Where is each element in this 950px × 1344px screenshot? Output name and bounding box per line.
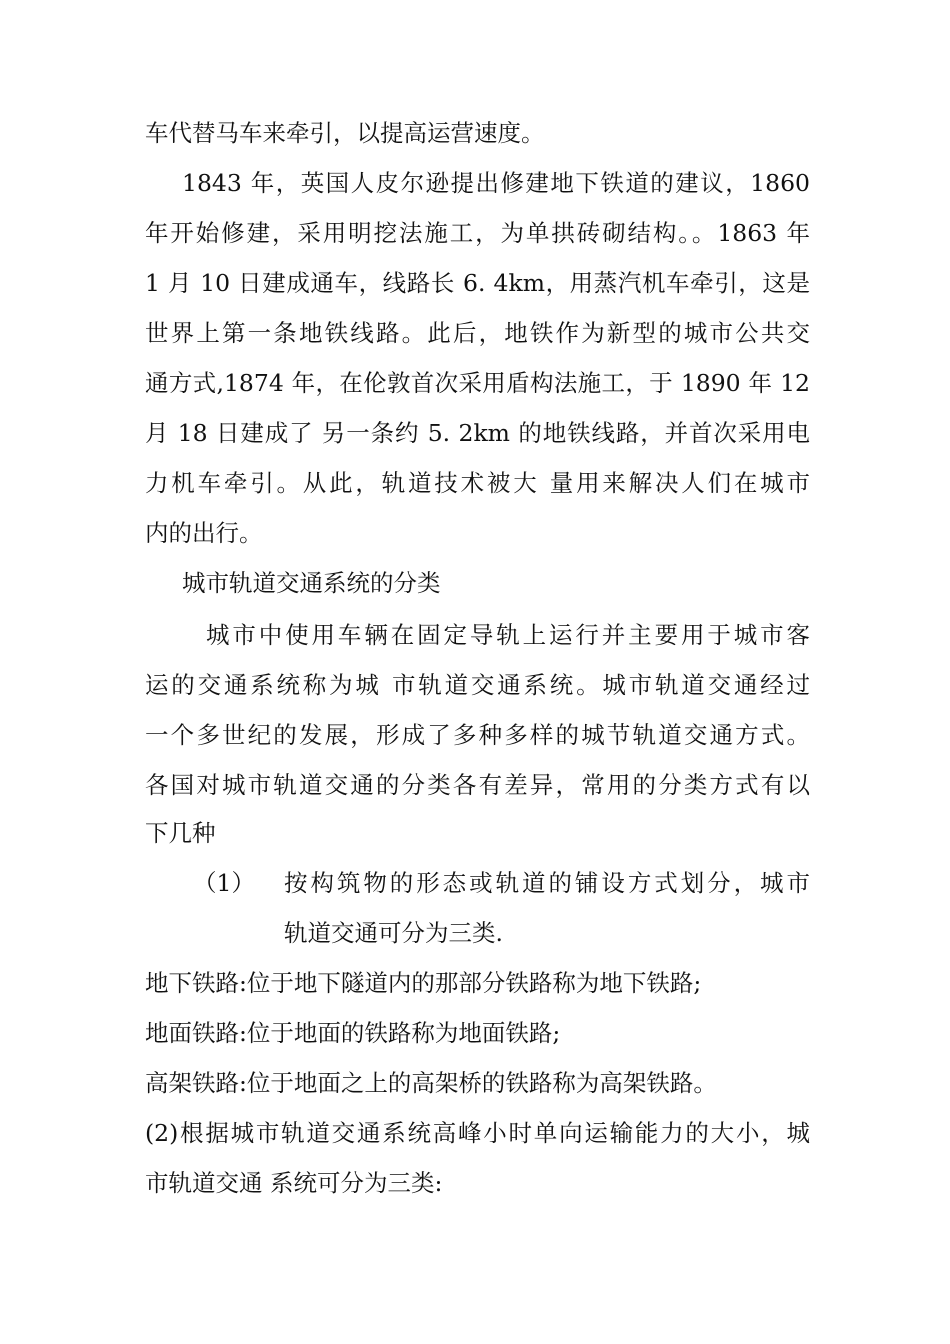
definition-elevated-railway: 高架铁路:位于地面之上的高架桥的铁路称为高架铁路。 [145,1069,717,1097]
paragraph-2-line-2: 年开始修建，采用明挖法施工，为单拱砖砌结构。。1863 年 [145,219,810,247]
paragraph-2-line-5: 通方式,1874 年，在伦敦首次采用盾构法施工，于 1890 年 12 [145,369,810,397]
paragraph-4-line-1: (2)根据城市轨道交通系统高峰小时单向运输能力的大小，城 [145,1119,810,1147]
list-item-1-line-1: 按构筑物的形态或轨道的铺设方式划分，城市 [284,869,810,897]
paragraph-2-line-3: 1 月 10 日建成通车，线路长 6. 4km，用蒸汽机车牵引，这是 [145,269,810,297]
paragraph-2-line-4: 世界上第一条地铁线路。此后，地铁作为新型的城市公共交 [145,319,810,347]
paragraph-1-line-1: 车代替马车来牵引，以提高运营速度。 [145,119,545,147]
list-item-1-number: （1） [193,869,255,897]
paragraph-2-line-7: 力机车牵引。从此，轨道技术被大 量用来解决人们在城市 [145,469,810,497]
paragraph-2-line-1: 1843 年，英国人皮尔逊提出修建地下铁道的建议，1860 [182,169,810,197]
definition-underground-railway: 地下铁路:位于地下隧道内的那部分铁路称为地下铁路; [145,969,702,997]
paragraph-4-line-2: 市轨道交通 系统可分为三类: [145,1169,443,1197]
paragraph-3-line-1: 城市中使用车辆在固定导轨上运行并主要用于城市客 [206,621,810,649]
paragraph-3-line-5: 下几种 [145,819,216,847]
paragraph-3-line-4: 各国对城市轨道交通的分类各有差异，常用的分类方式有以 [145,771,810,799]
definition-surface-railway: 地面铁路:位于地面的铁路称为地面铁路; [145,1019,561,1047]
paragraph-3-line-2: 运的交通系统称为城 市轨道交通系统。城市轨道交通经过 [145,671,810,699]
paragraph-2-line-6: 月 18 日建成了 另一条约 5. 2km 的地铁线路，并首次采用电 [145,419,810,447]
paragraph-2-line-8: 内的出行。 [145,519,263,547]
section-heading: 城市轨道交通系统的分类 [182,569,441,597]
paragraph-3-line-3: 一个多世纪的发展，形成了多种多样的城节轨道交通方式。 [145,721,810,749]
list-item-1-line-2: 轨道交通可分为三类. [284,919,503,947]
